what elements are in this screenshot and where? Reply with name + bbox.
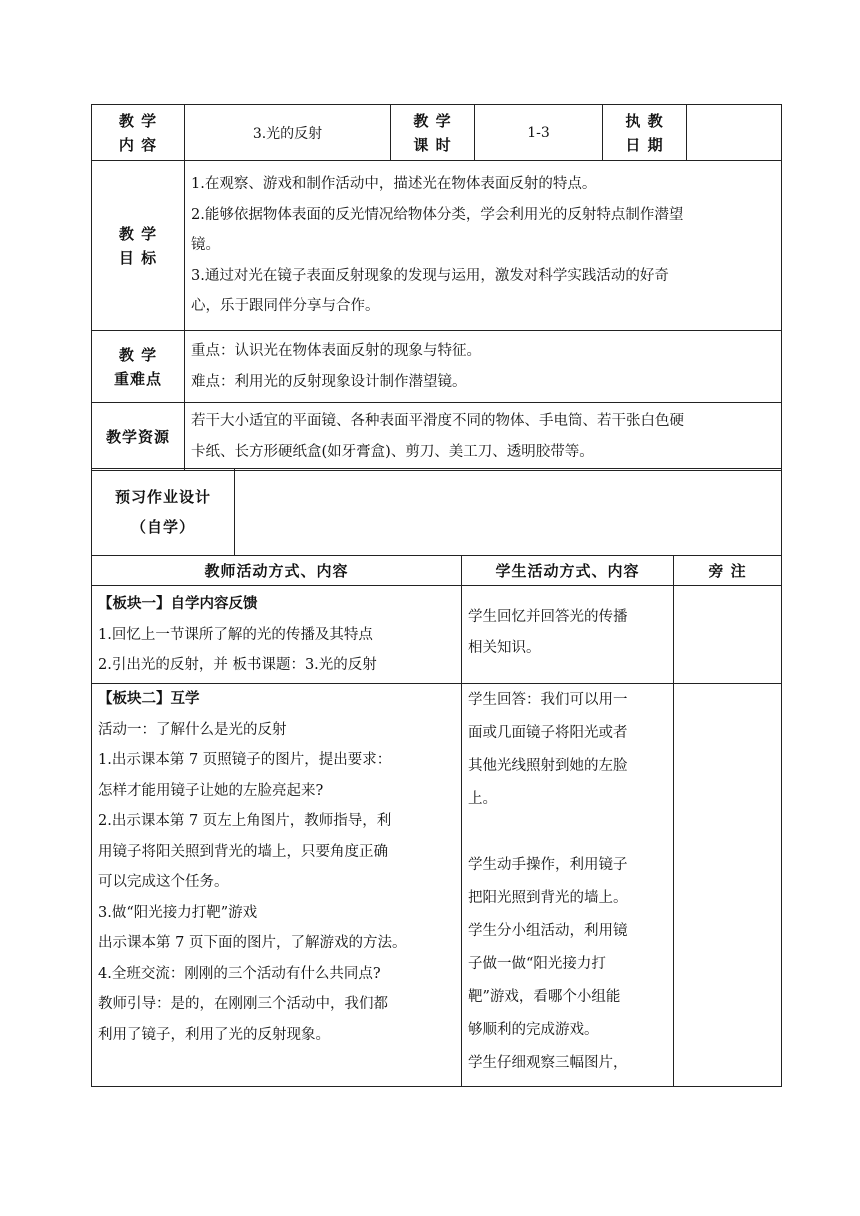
date-value (687, 105, 782, 161)
block2-teacher-line: 用镜子将阳关照到背光的墙上，只要角度正确 (98, 843, 388, 860)
resources-row (92, 403, 782, 471)
key-points-label-cell (92, 331, 185, 403)
key-points-content (185, 331, 782, 403)
block2-student-line (468, 816, 667, 849)
block2-student-line: 学生分小组活动，利用镜 (468, 923, 628, 939)
block1-row (92, 586, 782, 684)
block2-teacher-cell (92, 684, 462, 1087)
block2-student-line: 学生动手操作，利用镜子 (468, 857, 628, 873)
hours-label-line1: 教 学 (413, 111, 452, 130)
objective-line: 心，乐于跟同伴分享与合作。 (191, 298, 380, 315)
block1-teacher-line: 1.回忆上一节课所了解的光的传播及其特点 (98, 626, 373, 643)
block2-teacher-line: 怎样才能用镜子让她的左脸亮起来? (98, 782, 324, 799)
block1-student-line: 相关知识。 (468, 639, 541, 656)
content-value: 3.光的反射 (185, 105, 391, 161)
block2-teacher-line: 4.全班交流：刚刚的三个活动有什么共同点? (98, 965, 381, 982)
objectives-label-cell (92, 161, 185, 331)
date-label-line1: 执 教 (625, 111, 664, 130)
objective-line: 镜。 (191, 237, 220, 254)
content-label-cell (92, 105, 185, 161)
resources-label: 教学资源 (92, 403, 185, 471)
block2-title: 【板块二】互学 (98, 691, 200, 707)
block2-teacher-line: 教师引导：是的，在刚刚三个活动中，我们都 (98, 996, 388, 1012)
objective-line: 3.通过对光在镜子表面反射现象的发现与运用，激发对科学实践活动的好奇 (191, 267, 669, 284)
content-label-line1: 教 学 (118, 111, 158, 130)
lesson-info-table (91, 104, 782, 471)
block2-teacher-line: 利用了镜子，利用了光的反射现象。 (98, 1026, 330, 1043)
block2-student-line: 面或几面镜子将阳光或者 (468, 725, 628, 741)
block2-student-line: 把阳光照到背光的墙上。 (468, 890, 628, 906)
preview-label-line2: （自学） (130, 518, 195, 536)
teacher-header: 教师活动方式、内容 (92, 556, 462, 586)
objectives-row (92, 161, 782, 331)
block2-teacher-line: 3.做“阳光接力打靶”游戏 (98, 904, 258, 921)
block1-title: 【板块一】自学内容反馈 (98, 596, 258, 612)
key-point-line: 难点：利用光的反射现象设计制作潜望镜。 (191, 373, 467, 390)
block2-student-line: 学生仔细观察三幅图片， (468, 1055, 628, 1071)
preview-table (91, 468, 782, 556)
block2-teacher-line: 活动一：了解什么是光的反射 (98, 721, 287, 738)
hours-label-cell (391, 105, 475, 161)
block2-teacher-line: 出示课本第 7 页下面的图片，了解游戏的方法。 (98, 935, 407, 951)
block1-teacher-cell (92, 586, 462, 684)
block1-student-line: 学生回忆并回答光的传播 (468, 609, 628, 625)
date-label-cell (603, 105, 687, 161)
key-point-line: 重点：认识光在物体表面反射的现象与特征。 (191, 343, 481, 359)
resources-content (185, 403, 782, 471)
block2-student-line: 靶”游戏，看哪个小组能 (468, 989, 621, 1005)
objectives-label-line2: 目 标 (118, 248, 158, 267)
block2-student-line: 够顺利的完成游戏。 (468, 1022, 599, 1038)
block1-teacher-line: 2.引出光的反射，并 板书课题：3.光的反射 (98, 657, 377, 673)
key-points-row (92, 331, 782, 403)
objectives-label-line1: 教 学 (118, 224, 158, 243)
block2-student-line: 其他光线照射到她的左脸 (468, 758, 628, 774)
date-label-line2: 日 期 (625, 135, 664, 154)
preview-label-line1: 预习作业设计 (114, 488, 211, 506)
block2-student-line: 学生回答：我们可以用一 (468, 692, 628, 708)
block2-notes-cell (674, 684, 782, 1087)
hours-label-line2: 课 时 (413, 135, 452, 154)
preview-label-cell (92, 469, 235, 556)
activity-table (91, 555, 782, 1087)
key-points-label-line2: 重难点 (113, 369, 162, 388)
key-points-label-line1: 教 学 (118, 345, 158, 364)
block2-teacher-line: 1.出示课本第 7 页照镜子的图片，提出要求： (98, 752, 392, 768)
resource-line: 若干大小适宜的平面镜、各种表面平滑度不同的物体、手电筒、若干张白色硬 (191, 413, 684, 429)
block1-notes-cell (674, 586, 782, 684)
block1-student-cell (462, 586, 674, 684)
resource-line: 卡纸、长方形硬纸盒(如牙膏盒)、剪刀、美工刀、透明胶带等。 (191, 443, 594, 460)
objective-line: 1.在观察、游戏和制作活动中，描述光在物体表面反射的特点。 (191, 176, 597, 193)
block2-teacher-line: 可以完成这个任务。 (98, 874, 229, 890)
preview-value (235, 469, 782, 556)
notes-header: 旁 注 (674, 556, 782, 586)
student-header: 学生活动方式、内容 (462, 556, 674, 586)
block2-teacher-line: 2.出示课本第 7 页左上角图片，教师指导，利 (98, 813, 392, 829)
block2-student-line: 上。 (468, 791, 497, 807)
block2-row (92, 684, 782, 1087)
header-row (92, 105, 782, 161)
objective-line: 2.能够依据物体表面的反光情况给物体分类，学会利用光的反射特点制作潜望 (191, 206, 684, 223)
block2-student-cell (462, 684, 674, 1087)
content-label-line2: 内 容 (118, 135, 158, 154)
activity-header-row (92, 556, 782, 586)
hours-value: 1-3 (475, 105, 603, 161)
objectives-content (185, 161, 782, 331)
block2-student-line: 子做一做“阳光接力打 (468, 956, 606, 972)
